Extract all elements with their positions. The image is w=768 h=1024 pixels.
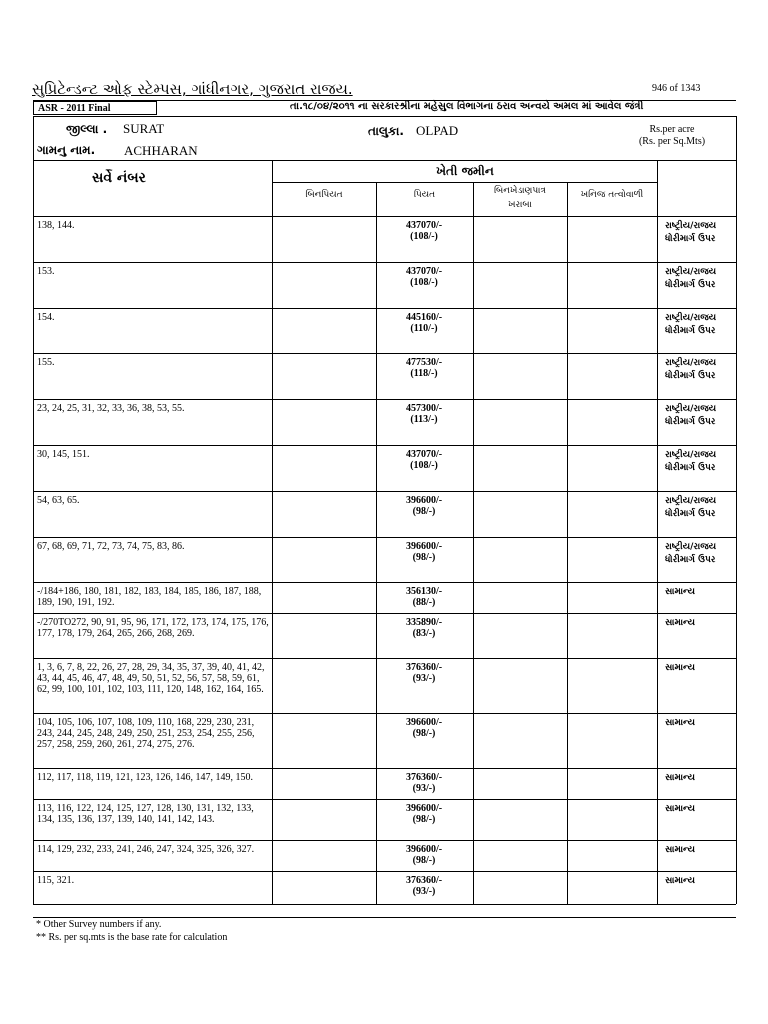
rate-per-sqm: (108/-) bbox=[410, 231, 438, 242]
survey-numbers: 113, 116, 122, 124, 125, 127, 128, 130, 131, 132, 133, 134, 135, 136, 137, 139, 140, 141, 142, 143. bbox=[37, 803, 254, 825]
rate-per-acre: 396600/- bbox=[405, 844, 443, 855]
row-divider bbox=[33, 399, 736, 400]
rate-per-acre: 396600/- bbox=[405, 717, 443, 728]
page-title: સુપ્રિટેન્ડન્ટ ઓફ સ્ટેમ્પસ, ગાંધીનગર, ગુજરાત રાજય. bbox=[32, 80, 353, 98]
rate-per-sqm: (98/-) bbox=[412, 855, 436, 866]
rate-per-acre: 437070/- bbox=[405, 449, 443, 460]
header-rule bbox=[33, 160, 736, 161]
subheader-rule bbox=[272, 182, 658, 183]
row-divider bbox=[33, 613, 736, 614]
row-divider bbox=[33, 308, 736, 309]
survey-header: સર્વે નંબર bbox=[92, 170, 146, 186]
survey-numbers: -/270TO272, 90, 91, 95, 96, 171, 172, 173, 174, 175, 176, 177, 178, 179, 264, 265, 266, 268, 269. bbox=[37, 617, 269, 639]
top-rule bbox=[33, 100, 736, 101]
rate-per-sqm: (93/-) bbox=[412, 886, 436, 897]
village-label: ગામનુ નામ. bbox=[37, 143, 96, 157]
table-row bbox=[33, 308, 736, 353]
table-row bbox=[33, 871, 736, 904]
land-category: રાષ્ટ્રીય/રાજય ધોરીમાર્ગ ઉપર bbox=[665, 496, 717, 519]
farm-land-header: ખેતી જમીન bbox=[436, 164, 494, 178]
irrigated-rate bbox=[379, 357, 469, 379]
uncultivable-header-line2: ખરાબા bbox=[508, 200, 532, 210]
land-category: રાષ્ટ્રીય/રાજય ધોરીમાર્ગ ઉપર bbox=[665, 313, 717, 336]
frame-top bbox=[33, 116, 736, 117]
irrigated-rate bbox=[379, 772, 469, 794]
irrigated-rate bbox=[379, 449, 469, 471]
irrigated-rate bbox=[379, 803, 469, 825]
land-category: સામાન્ય bbox=[665, 618, 695, 628]
rate-per-acre: 437070/- bbox=[405, 266, 443, 277]
rate-per-acre: 376360/- bbox=[405, 662, 443, 673]
land-category: સામાન્ય bbox=[665, 804, 695, 814]
rate-per-sqm: (93/-) bbox=[412, 673, 436, 684]
row-divider bbox=[33, 713, 736, 714]
rate-unit-sqm: (Rs. per Sq.Mts) bbox=[638, 136, 706, 147]
table-row bbox=[33, 613, 736, 658]
row-divider bbox=[33, 353, 736, 354]
irrigated-rate bbox=[379, 586, 469, 608]
land-category: રાષ્ટ્રીય/રાજય ધોરીમાર્ગ ઉપર bbox=[665, 404, 717, 427]
survey-numbers: 153. bbox=[37, 266, 55, 277]
row-divider bbox=[33, 871, 736, 872]
page-number: 946 of 1343 bbox=[652, 83, 701, 94]
table-row bbox=[33, 353, 736, 399]
row-divider bbox=[33, 658, 736, 659]
taluka-value: OLPAD bbox=[416, 123, 459, 138]
land-category: રાષ્ટ્રીય/રાજય ધોરીમાર્ગ ઉપર bbox=[665, 542, 717, 565]
land-category: રાષ્ટ્રીય/રાજય ધોરીમાર્ગ ઉપર bbox=[665, 267, 717, 290]
village-value: ACHHARAN bbox=[124, 143, 198, 158]
rate-per-acre: 457300/- bbox=[405, 403, 443, 414]
irrigated-rate bbox=[379, 403, 469, 425]
table-row bbox=[33, 768, 736, 799]
irrigated-rate bbox=[379, 541, 469, 563]
district-label: જીલ્લા . bbox=[66, 122, 108, 136]
footer-note-2: ** Rs. per sq.mts is the base rate for calculation bbox=[36, 932, 228, 943]
row-divider bbox=[33, 799, 736, 800]
irrigated-rate bbox=[379, 312, 469, 334]
land-category: સામાન્ય bbox=[665, 845, 695, 855]
irrigated-rate bbox=[379, 266, 469, 288]
rate-per-sqm: (98/-) bbox=[412, 552, 436, 563]
survey-numbers: 104, 105, 106, 107, 108, 109, 110, 168, 229, 230, 231, 243, 244, 245, 248, 249, 250, 251, 253, 254, 255, 256, 257, 258, 259, 260, 261, 274, 275, 276. bbox=[37, 717, 255, 750]
rate-per-sqm: (108/-) bbox=[410, 277, 438, 288]
land-category: સામાન્ય bbox=[665, 773, 695, 783]
survey-numbers: 54, 63, 65. bbox=[37, 495, 80, 506]
survey-numbers: 67, 68, 69, 71, 72, 73, 74, 75, 83, 86. bbox=[37, 541, 185, 552]
irrigated-rate bbox=[379, 875, 469, 897]
uncultivable-header bbox=[473, 184, 567, 212]
rate-per-sqm: (108/-) bbox=[410, 460, 438, 471]
irrigated-rate bbox=[379, 662, 469, 684]
land-category: સામાન્ય bbox=[665, 718, 695, 728]
rate-per-acre: 396600/- bbox=[405, 541, 443, 552]
table-row bbox=[33, 216, 736, 262]
irrigated-rate bbox=[379, 495, 469, 517]
frame-right bbox=[736, 116, 737, 904]
survey-numbers: -/184+186, 180, 181, 182, 183, 184, 185, 186, 187, 188, 189, 190, 191, 192. bbox=[37, 586, 262, 608]
asr-label: ASR - 2011 Final bbox=[33, 101, 157, 115]
row-divider bbox=[33, 537, 736, 538]
survey-numbers: 23, 24, 25, 31, 32, 33, 36, 38, 53, 55. bbox=[37, 403, 185, 414]
land-category: સામાન્ય bbox=[665, 663, 695, 673]
survey-numbers: 112, 117, 118, 119, 121, 123, 126, 146, 147, 149, 150. bbox=[37, 772, 254, 783]
rate-per-sqm: (113/-) bbox=[410, 414, 438, 425]
irrigated-rate bbox=[379, 717, 469, 739]
rate-per-acre: 437070/- bbox=[405, 220, 443, 231]
rate-per-acre: 445160/- bbox=[405, 312, 443, 323]
table-row bbox=[33, 399, 736, 445]
rate-per-sqm: (118/-) bbox=[410, 368, 438, 379]
table-row bbox=[33, 840, 736, 871]
table-row bbox=[33, 445, 736, 491]
land-category: રાષ્ટ્રીય/રાજય ધોરીમાર્ગ ઉપર bbox=[665, 450, 717, 473]
table-row bbox=[33, 799, 736, 840]
rate-per-sqm: (98/-) bbox=[412, 814, 436, 825]
table-row bbox=[33, 713, 736, 768]
row-divider bbox=[33, 840, 736, 841]
non-irrigated-header: બિનપિયત bbox=[305, 190, 343, 200]
notice-text: તા.૧૮/૦૪/૨૦૧૧ ના સરકારશ્રીના મહેસુલ વિભાગના ઠરાવ અન્વયે અમલ માં આવેલ જંત્રી bbox=[290, 101, 644, 112]
land-category: સામાન્ય bbox=[665, 876, 695, 886]
rate-per-sqm: (110/-) bbox=[410, 323, 438, 334]
rate-per-acre: 396600/- bbox=[405, 495, 443, 506]
survey-numbers: 155. bbox=[37, 357, 55, 368]
mineral-header: ખનિજ તત્વોવાળી bbox=[580, 190, 644, 200]
land-category: રાષ્ટ્રીય/રાજય ધોરીમાર્ગ ઉપર bbox=[665, 221, 717, 244]
survey-numbers: 138, 144. bbox=[37, 220, 75, 231]
table-row bbox=[33, 262, 736, 308]
rate-per-sqm: (93/-) bbox=[412, 783, 436, 794]
rate-per-acre: 477530/- bbox=[405, 357, 443, 368]
land-category: સામાન્ય bbox=[665, 587, 695, 597]
survey-numbers: 114, 129, 232, 233, 241, 246, 247, 324, 325, 326, 327. bbox=[37, 844, 255, 855]
rate-per-acre: 356130/- bbox=[405, 586, 443, 597]
irrigated-rate bbox=[379, 617, 469, 639]
table-row bbox=[33, 537, 736, 582]
rate-per-acre: 396600/- bbox=[405, 803, 443, 814]
rate-per-sqm: (98/-) bbox=[412, 506, 436, 517]
rate-per-acre: 376360/- bbox=[405, 875, 443, 886]
footer-rule bbox=[33, 917, 736, 918]
table-row bbox=[33, 582, 736, 613]
survey-numbers: 154. bbox=[37, 312, 55, 323]
rate-per-sqm: (83/-) bbox=[412, 628, 436, 639]
uncultivable-header-line1: બિનખેડાણપાત્ર bbox=[494, 186, 546, 196]
rate-unit-acre: Rs.per acre bbox=[649, 124, 695, 135]
irrigated-header: પિયત bbox=[413, 190, 436, 200]
survey-numbers: 1, 3, 6, 7, 8, 22, 26, 27, 28, 29, 34, 35, 37, 39, 40, 41, 42, 43, 44, 45, 46, 47, 48, 49, 50, 51, 52, 56, 57, 58, 59, 61, 62, 99, 100, 101, 102, 103, 111, 120, 148, 162, 164, 165. bbox=[37, 662, 265, 695]
row-divider bbox=[33, 768, 736, 769]
taluka-label: તાલુકા. bbox=[368, 124, 404, 138]
row-divider bbox=[33, 491, 736, 492]
rate-unit-note bbox=[628, 124, 716, 148]
survey-numbers: 30, 145, 151. bbox=[37, 449, 90, 460]
rate-per-sqm: (88/-) bbox=[412, 597, 436, 608]
table-row bbox=[33, 491, 736, 537]
rate-per-sqm: (98/-) bbox=[412, 728, 436, 739]
rate-per-acre: 376360/- bbox=[405, 772, 443, 783]
land-category: રાષ્ટ્રીય/રાજય ધોરીમાર્ગ ઉપર bbox=[665, 358, 717, 381]
survey-numbers: 115, 321. bbox=[37, 875, 75, 886]
irrigated-rate bbox=[379, 844, 469, 866]
district-value: SURAT bbox=[123, 121, 165, 136]
irrigated-rate bbox=[379, 220, 469, 242]
row-divider bbox=[33, 445, 736, 446]
row-divider bbox=[33, 582, 736, 583]
row-divider bbox=[33, 262, 736, 263]
frame-bottom bbox=[33, 904, 736, 905]
footer-note-1: * Other Survey numbers if any. bbox=[36, 919, 162, 930]
table-row bbox=[33, 658, 736, 713]
rate-per-acre: 335890/- bbox=[405, 617, 443, 628]
